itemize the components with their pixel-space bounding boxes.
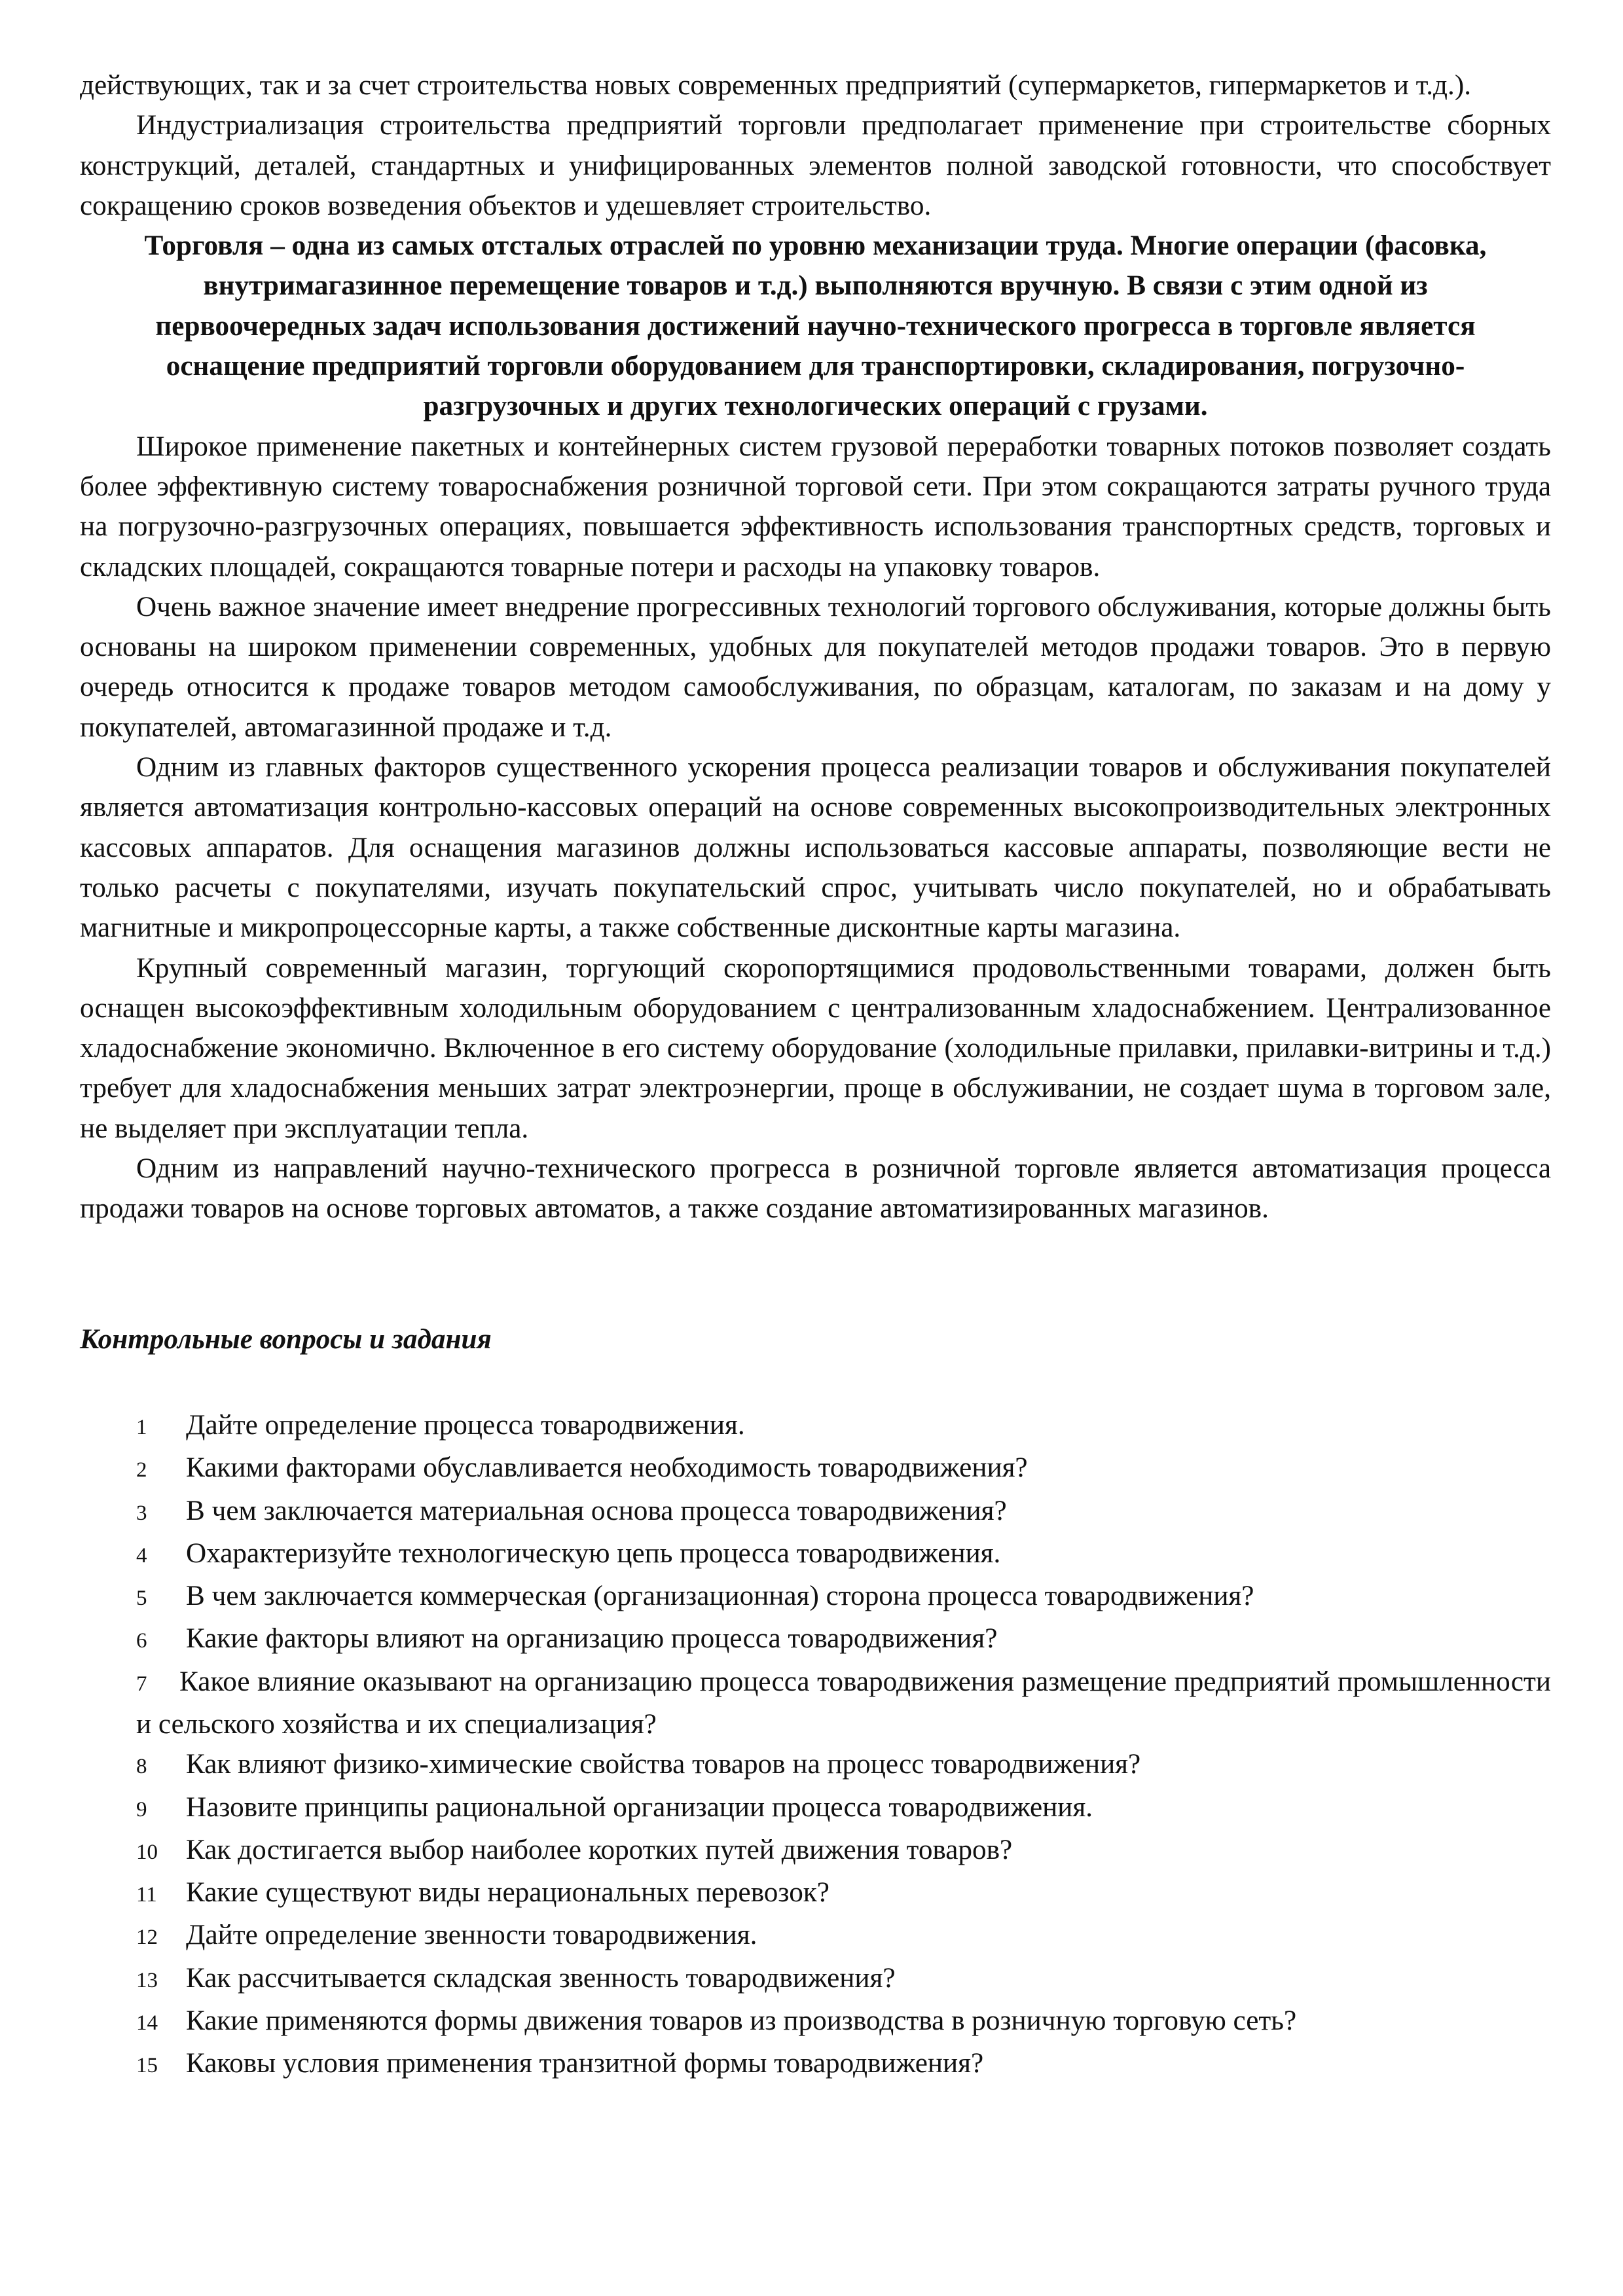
list-item-number: 12 <box>136 1926 158 1950</box>
list-item-number: 13 <box>136 1968 158 1992</box>
list-item <box>80 1491 1551 1534</box>
list-item <box>80 1744 1551 1787</box>
paragraph-3-bold: Торговля – одна из самых отсталых отраслей по уровню механизации труда. Многие операции (фасовка, внутримагазинное перемещение товаров и т.д.) выполняются вручную. В связи с этим одной из первоочередных задач использования достижений научно-технического прогресса в торговле является оснащение предприятий торговли оборудованием для транспортировки, складирования, погрузочно-разгрузочных и других технологических операций с грузами. <box>144 230 1487 422</box>
list-item-number: 4 <box>136 1543 147 1568</box>
list-item-number: 9 <box>136 1797 147 1821</box>
list-item-number: 1 <box>136 1415 147 1439</box>
list-item-text: Какими факторами обуславливается необходимость товародвижения? <box>186 1452 1028 1484</box>
list-item-number: 6 <box>136 1629 147 1653</box>
paragraph-6: Одним из главных факторов существенного ускорения процесса реализации товаров и обслуживания покупателей является автоматизация контрольно-кассовых операций на основе современных высокопроизводительных электронных кассовых аппаратов. Для оснащения магазинов должны использоваться кассовые аппараты, позволяющие вести не только расчеты с покупателями, изучать покупательский спрос, учитывать число покупателей, но и обрабатывать магнитные и микропроцессорные карты, а также собственные дисконтные карты магазина. <box>80 752 1551 944</box>
list-item-text: В чем заключается коммерческая (организационная) сторона процесса товародвижения? <box>186 1581 1254 1612</box>
list-item <box>80 1619 1551 1661</box>
paragraph-5: Очень важное значение имеет внедрение прогрессивных технологий торгового обслуживания, которые должны быть основаны на широком применении современных, удобных для покупателей методов продажи товаров. Это в первую очередь относится к продаже товаров методом самообслуживания, по образцам, каталогам, по заказам и на дому у покупателей, автомагазинной продаже и т.д. <box>80 591 1551 743</box>
list-item-number: 5 <box>136 1587 147 1611</box>
list-item-text: Дайте определение процесса товародвижения. <box>186 1409 745 1441</box>
list-item <box>80 1448 1551 1490</box>
paragraph-1: действующих, так и за счет строительства новых современных предприятий (супермаркетов, гипермаркетов и т.д.). <box>80 70 1471 101</box>
list-item-number: 11 <box>136 1883 157 1907</box>
list-item-text: В чем заключается материальная основа процесса товародвижения? <box>186 1495 1007 1526</box>
document-page <box>80 65 1551 2087</box>
list-item-number: 3 <box>136 1501 147 1525</box>
list-item-text: Охарактеризуйте технологическую цепь процесса товародвижения. <box>186 1537 1001 1569</box>
list-item-text: Как рассчитывается складская звенность товародвижения? <box>186 1962 896 1994</box>
list-item-text: Какие факторы влияют на организацию процесса товародвижения? <box>186 1623 998 1655</box>
list-item-text: Как достигается выбор наиболее коротких путей движения товаров? <box>186 1834 1013 1865</box>
list-item <box>80 2043 1551 2086</box>
list-item-text: Какое влияние оказывают на организацию процесса товародвижения размещение предприятий промышленности и сельского хозяйства и их специализация? <box>136 1666 1551 1740</box>
list-item <box>80 1915 1551 1958</box>
list-item <box>80 2001 1551 2043</box>
list-item-text: Назовите принципы рациональной организации процесса товародвижения. <box>186 1791 1093 1823</box>
list-item-text: Какие применяются формы движения товаров из производства в розничную торговую сеть? <box>186 2005 1297 2037</box>
paragraph-2: Индустриализация строительства предприятий торговли предполагает применение при строительстве сборных конструкций, деталей, стандартных и унифицированных элементов полной заводской готовности, что способствует сокращению сроков возведения объектов и удешевляет строительство. <box>80 110 1551 221</box>
list-item-number: 15 <box>136 2054 158 2078</box>
list-item-number: 14 <box>136 2011 158 2036</box>
list-item-text: Как влияют физико-химические свойства товаров на процесс товародвижения? <box>186 1749 1141 1780</box>
list-item-text: Дайте определение звенности товародвижения. <box>186 1920 757 1951</box>
paragraph-8: Одним из направлений научно-технического прогресса в розничной торговле является автоматизация процесса продажи товаров на основе торговых автоматов, а также создание автоматизированных магазинов. <box>80 1153 1551 1225</box>
paragraph-7: Крупный современный магазин, торгующий скоропортящимися продовольственными товарами, должен быть оснащен высокоэффективным холодильным оборудованием с централизованным хладоснабжением. Централизованное хладоснабжение экономично. Включенное в его систему оборудование (холодильные прилавки, прилавки-витрины и т.д.) требует для хладоснабжения меньших затрат электроэнергии, проще в обслуживании, не создает шума в торговом зале, не выделяет при эксплуатации тепла. <box>80 952 1551 1144</box>
list-item-number: 7 <box>136 1672 147 1696</box>
paragraph-4: Широкое применение пакетных и контейнерных систем грузовой переработки товарных потоков позволяет создать более эффективную систему товароснабжения розничной торговой сети. При этом сокращаются затраты ручного труда на погрузочно-разгрузочных операциях, повышается эффективность использования транспортных средств, торговых и складских площадей, сокращаются товарные потери и расходы на упаковку товаров. <box>80 431 1551 583</box>
list-item <box>80 1787 1551 1830</box>
list-item <box>80 1830 1551 1873</box>
list-item-number: 10 <box>136 1840 158 1864</box>
list-item <box>80 1873 1551 1915</box>
list-item <box>80 1662 1551 1745</box>
questions-list <box>80 1405 1551 2087</box>
list-item <box>80 1405 1551 1448</box>
questions-heading: Контрольные вопросы и задания <box>80 1323 492 1355</box>
list-item-text: Какие существуют виды нерациональных перевозок? <box>186 1877 830 1909</box>
list-item <box>80 1534 1551 1576</box>
list-item-number: 8 <box>136 1755 147 1779</box>
list-item <box>80 1958 1551 2001</box>
list-item <box>80 1576 1551 1619</box>
list-item-number: 2 <box>136 1458 147 1482</box>
list-item-text: Каковы условия применения транзитной формы товародвижения? <box>186 2048 984 2079</box>
